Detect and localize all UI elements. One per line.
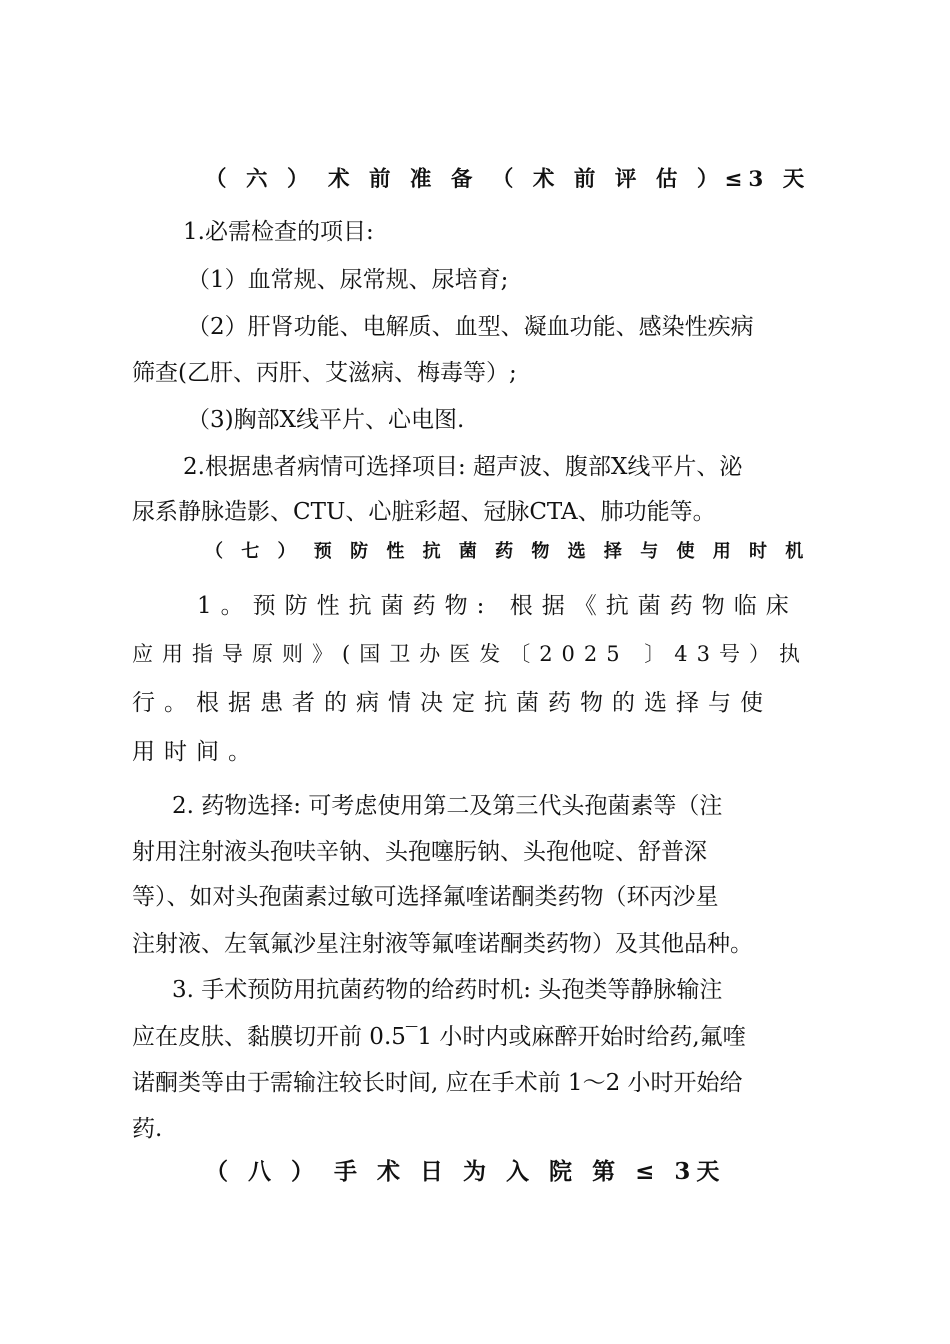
section-7-para-3-line-3: 诺酮类等由于需输注较长时间, 应在手术前 1～2 小时开始给 [132, 1070, 743, 1096]
section-7-para-2-line-3: 等）、如对头孢菌素过敏可选择氟喹诺酮类药物（环丙沙星 [132, 884, 719, 910]
section-6-item-1-1: （1）血常规、尿常规、尿培育; [187, 267, 509, 293]
section-6-item-1-2-line-2: 筛查(乙肝、丙肝、艾滋病、梅毒等）; [132, 360, 517, 386]
section-6-item-2-line-1: 2.根据患者病情可选择项目: 超声波、腹部X线平片、泌 [183, 454, 743, 480]
section-7-heading: （ 七 ） 预 防 性 抗 菌 药 物 选 择 与 使 用 时 机 [205, 541, 810, 562]
section-7-para-1-line-4: 用时间。 [132, 739, 260, 765]
section-6-item-1-2-line-1: （2）肝肾功能、电解质、血型、凝血功能、感染性疾病 [187, 314, 754, 340]
section-6-item-1: 1.必需检查的项目: [183, 219, 374, 245]
section-6-heading: （ 六 ） 术 前 准 备 （ 术 前 评 估 ）≤3 天 [205, 167, 811, 192]
section-7-para-3-line-1: 3. 手术预防用抗菌药物的给药时机: 头孢类等静脉输注 [172, 977, 723, 1003]
section-7-para-2-line-1: 2. 药物选择: 可考虑使用第二及第三代头孢菌素等（注 [172, 793, 723, 819]
section-7-para-2-line-2: 射用注射液头孢呋辛钠、头孢噻肟钠、头孢他啶、舒普深 [132, 839, 707, 865]
section-7-para-3-line-4: 药. [132, 1116, 163, 1142]
section-6-item-1-3: （3)胸部X线平片、心电图. [187, 407, 465, 433]
section-7-para-1-line-2: 应用指导原则》(国卫办医发〔2025 〕43号）执 [132, 642, 810, 666]
section-7-para-1-line-3: 行。根据患者的病情决定抗菌药物的选择与使 [132, 690, 772, 716]
section-7-para-1-line-1: 1。预防性抗菌药物: 根据《抗菌药物临床 [197, 593, 798, 619]
section-7-para-2-line-4: 注射液、左氧氟沙星注射液等氟喹诺酮类药物）及其他品种。 [132, 931, 753, 957]
section-7-para-3-line-2: 应在皮肤、黏膜切开前 0.5‾1 小时内或麻醉开始时给药,氟喹 [132, 1024, 746, 1050]
section-8-heading: （ 八 ） 手 术 日 为 入 院 第 ≤ 3天 [205, 1158, 726, 1185]
section-6-item-2-line-2: 尿系静脉造影、CTU、心脏彩超、冠脉CTA、肺功能等。 [132, 499, 716, 525]
